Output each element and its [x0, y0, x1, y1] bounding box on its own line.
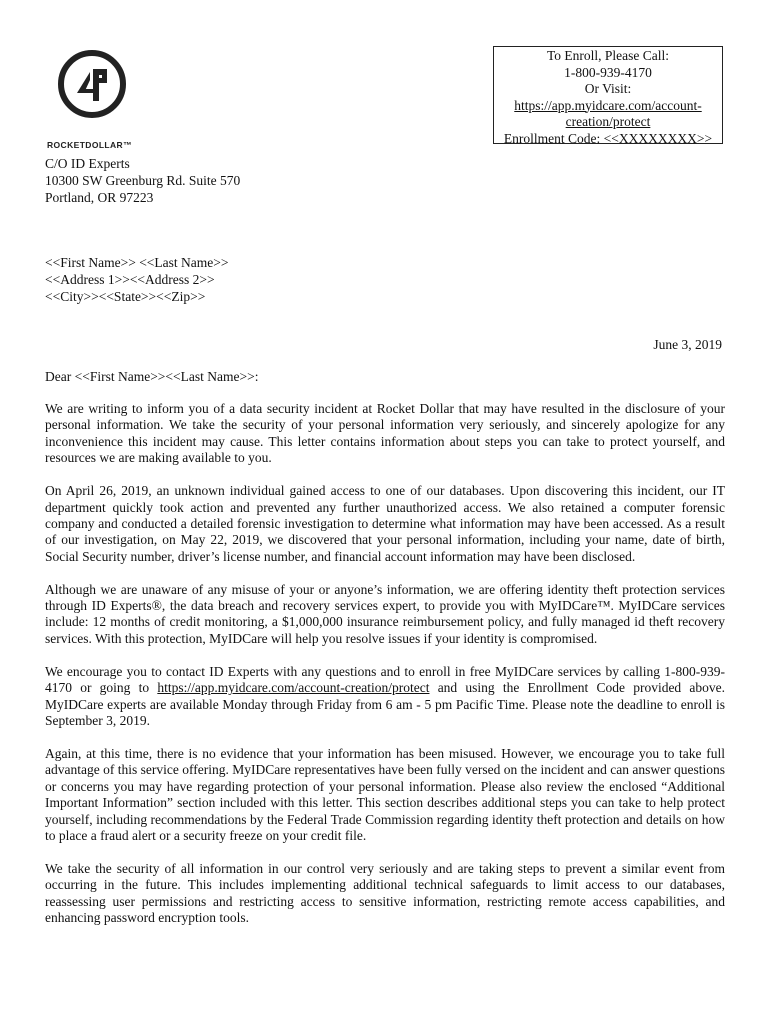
sender-line-1: C/O ID Experts [45, 156, 130, 171]
letter-body [45, 401, 725, 943]
sender-line-2: 10300 SW Greenburg Rd. Suite 570 [45, 173, 241, 188]
paragraph-1: We are writing to inform you of a data security incident at Rocket Dollar that may have resulted in the disclosure of your personal information. We take the security of your personal information very seriously, and sincerely apologize for any inconvenience this incident may cause. This letter contains information about steps you can take to protect yourself, and resources we are making available to you. [45, 401, 725, 466]
paragraph-2: On April 26, 2019, an unknown individual gained access to one of our databases. Upon discovering this incident, our IT department quickly took action and prevented any further unauthorized access. We also retained a computer forensic company and conducted a detailed forensic investigation to determine what information may have been accessed. As a result of our investigation, on May 22, 2019, we discovered that your personal information, including your name, date of birth, Social Security number, driver’s license number, and financial account information may have been disclosed. [45, 483, 725, 564]
enrollment-box [493, 46, 723, 144]
brand-wordmark: ROCKETDOLLAR™ [47, 140, 132, 150]
enrollment-code: Enrollment Code: <<XXXXXXXX>> [503, 130, 713, 146]
paragraph-4-text-a: We encourage you to contact ID Experts with any questions and to enroll in free MyIDCare services by calling 1-800-939-4170 or going to [45, 663, 725, 696]
paragraph-4 [45, 664, 725, 730]
sender-address [45, 155, 240, 206]
enroll-link-part1[interactable]: https://app.myidcare.com/account- [514, 97, 702, 113]
paragraph-5: Again, at this time, there is no evidence that your information has been misused. However, we encourage you to take full advantage of this service offering. MyIDCare representatives have been fully versed on the incident and can answer questions or concerns you may have regarding protection of your personal information. Please also review the enclosed “Additional Important Information” section included with this letter. This section describes additional steps you can take to help protect yourself, including recommendations by the Federal Trade Commission regarding identity theft protection and details on how to place a fraud alert or a security freeze on your credit file. [45, 745, 725, 843]
salutation: Dear <<First Name>><<Last Name>>: [45, 369, 259, 384]
letter-date: June 3, 2019 [653, 337, 722, 352]
enroll-phone: 1-800-939-4170 [564, 64, 652, 80]
sender-line-3: Portland, OR 97223 [45, 190, 154, 205]
paragraph-4-text-b: and using the Enrollment Code provided above. MyIDCare experts are available Monday through Friday from 6 am - 5 pm Pacific Time. Please note the deadline to enroll is September 3, 2019. [45, 680, 725, 728]
enroll-or-visit: Or Visit: [584, 81, 632, 96]
recipient-line-2: <<Address 1>><<Address 2>> [45, 272, 215, 287]
enroll-call-label: To Enroll, Please Call: [546, 48, 670, 63]
enroll-link-inline[interactable]: https://app.myidcare.com/account-creation/protect [157, 680, 430, 696]
paragraph-6: We take the security of all information in our control very seriously and are taking steps to prevent a similar event from occurring in the future. This includes implementing additional technical safeguards to limit access to our databases, reassessing user permissions and restricting access to sensitive information, restricting remote access capabilities, and enhancing password encryption tools. [45, 860, 725, 926]
recipient-address [45, 254, 229, 305]
recipient-line-3: <<City>><<State>><<Zip>> [45, 289, 206, 304]
recipient-line-1: <<First Name>> <<Last Name>> [45, 255, 229, 270]
paragraph-3: Although we are unaware of any misuse of your or anyone’s information, we are offering identity theft protection services through ID Experts®, the data breach and recovery services expert, to provide you with MyIDCare™. MyIDCare services include: 12 months of credit monitoring, a $1,000,000 insurance reimbursement policy, and fully managed id theft recovery services. With this protection, MyIDCare will help you resolve issues if your identity is compromised. [45, 581, 725, 646]
rocket-dollar-logo-icon [57, 49, 127, 119]
enroll-link-part2[interactable]: creation/protect [565, 114, 651, 129]
